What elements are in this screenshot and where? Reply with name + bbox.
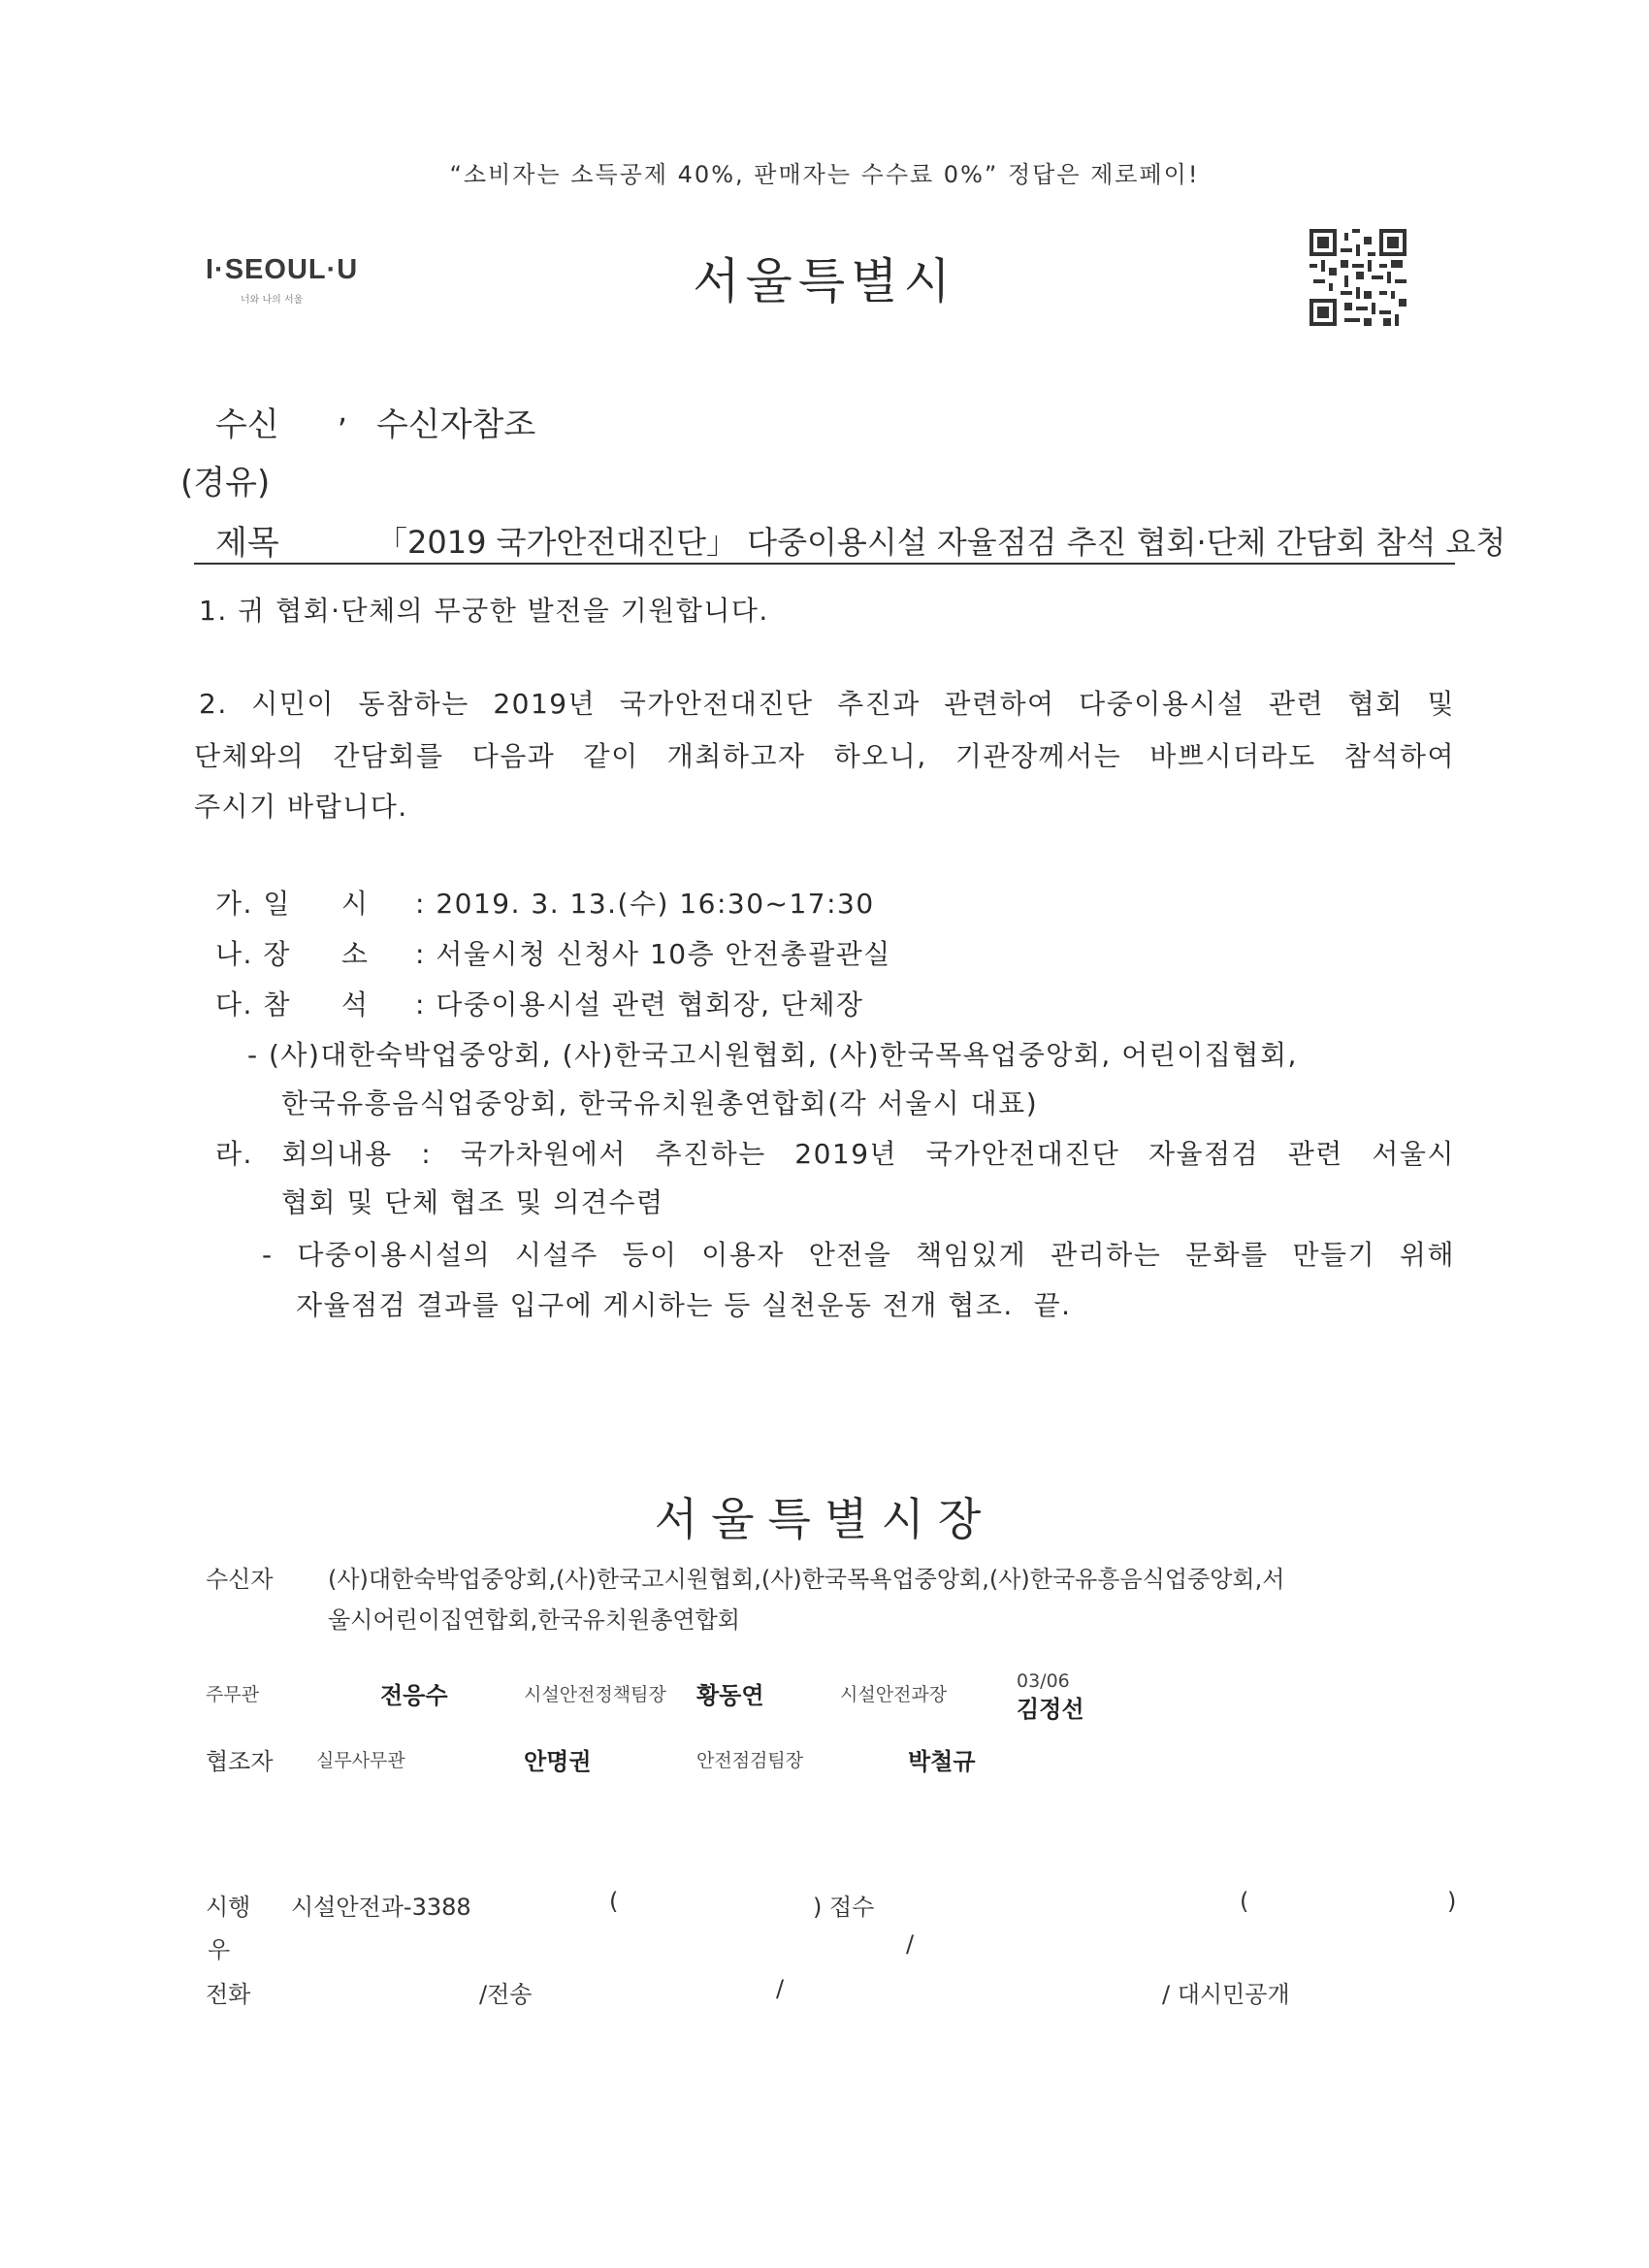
item-da-value: : 다중이용시설 관련 협회장, 단체장: [415, 988, 864, 1021]
paren-open-2: (: [1240, 1888, 1249, 1915]
slogan: “소비자는 소득공제 40%, 판매자는 수수료 0%” 정답은 제로페이!: [449, 161, 1200, 188]
coop-label: 협조자: [206, 1748, 274, 1775]
item-ga-value: : 2019. 3. 13.(수) 16:30~17:30: [415, 888, 875, 920]
approver-name: 김정선: [1017, 1696, 1084, 1723]
public-label: / 대시민공개: [1162, 1981, 1290, 2008]
paren-close-2: ): [1447, 1888, 1457, 1915]
via-label: (경유): [180, 464, 271, 502]
item-ga-label: 가. 일 시: [215, 888, 370, 920]
coop1-name: 안명권: [524, 1748, 592, 1775]
fax-label: /전송: [479, 1981, 533, 2008]
item-ra-line-2: 협회 및 단체 협조 및 의견수렴: [281, 1186, 664, 1218]
reviewer-label: 시설안전정책팀장: [524, 1684, 666, 1705]
phone-label: 전화: [206, 1981, 251, 2008]
receipt-label: ) 접수: [813, 1894, 875, 1921]
item-da-sub-1: - (사)대한숙박업중앙회, (사)한국고시원협회, (사)한국목욕업중앙회, 어린이집협회,: [247, 1039, 1298, 1071]
item-ra-sub-1: - 다중이용시설의 시설주 등이 이용자 안전을 책임있게 관리하는 문화를 만들기 위해: [262, 1239, 1455, 1271]
approver-date: 03/06: [1017, 1670, 1070, 1692]
item-na-label: 나. 장 소: [215, 938, 370, 970]
item-da-label: 다. 참 석: [215, 988, 370, 1021]
paragraph-2-line-3: 주시기 바랍니다.: [194, 791, 408, 823]
item-ra-line-1: 라. 회의내용 : 국가차원에서 추진하는 2019년 국가안전대진단 자율점검 관련 서울시: [215, 1138, 1455, 1170]
postal-slash: /: [906, 1930, 915, 1958]
paragraph-2-line-1: 2. 시민이 동참하는 2019년 국가안전대진단 추진과 관련하여 다중이용시설 관련 협회 및: [199, 688, 1455, 720]
subject-label: 제목: [215, 524, 279, 563]
paragraph-1: 1. 귀 협회·단체의 무궁한 발전을 기원합니다.: [199, 595, 769, 627]
signature-title: 서울특별시장: [654, 1493, 995, 1545]
seoul-logo-subtext: 너와 나의 서울: [241, 295, 304, 306]
email-slash: /: [776, 1975, 785, 2002]
item-ra-sub-2: 자율점검 결과를 입구에 게시하는 등 실천운동 전개 협조. 끝.: [296, 1289, 1072, 1321]
header-divider: [194, 563, 1455, 565]
comma-mark: ,: [338, 393, 348, 430]
reviewer-name: 황동연: [696, 1682, 764, 1709]
item-da-sub-2: 한국유흥음식업중앙회, 한국유치원총연합회(각 서울시 대표): [281, 1087, 1039, 1119]
recipients-line-1: (사)대한숙박업중앙회,(사)한국고시원협회,(사)한국목욕업중앙회,(사)한국유흥음식업중앙회,서: [328, 1566, 1285, 1593]
coop1-label: 실무사무관: [316, 1750, 405, 1771]
seoul-logo: I·SEOUL·U: [206, 254, 359, 285]
org-title: 서울특별시: [693, 253, 956, 309]
exec-label: 시행: [206, 1894, 251, 1921]
coop2-name: 박철규: [908, 1748, 976, 1775]
recipient-label: 수신: [215, 405, 279, 444]
item-na-value: : 서울시청 신청사 10층 안전총괄관실: [415, 938, 891, 970]
paragraph-2-line-2: 단체와의 간담회를 다음과 같이 개최하고자 하오니, 기관장께서는 바쁘시더라도 참석하여: [194, 740, 1455, 772]
drafter-name: 전응수: [380, 1682, 448, 1709]
exec-value: 시설안전과-3388: [291, 1894, 471, 1921]
drafter-label: 주무관: [206, 1684, 260, 1705]
recipients-label: 수신자: [206, 1566, 274, 1593]
paren-open: (: [609, 1888, 619, 1915]
approver-label: 시설안전과장: [840, 1684, 948, 1705]
coop2-label: 안전점검팀장: [696, 1750, 804, 1771]
postal-label: 우: [208, 1936, 231, 1963]
recipients-line-2: 울시어린이집연합회,한국유치원총연합회: [328, 1606, 740, 1634]
qr-code-icon: [1310, 229, 1406, 326]
subject-value: 「2019 국가안전대진단」 다중이용시설 자율점검 추진 협회·단체 간담회 참석 요청: [376, 524, 1506, 561]
recipient-value: 수신자참조: [376, 405, 536, 444]
